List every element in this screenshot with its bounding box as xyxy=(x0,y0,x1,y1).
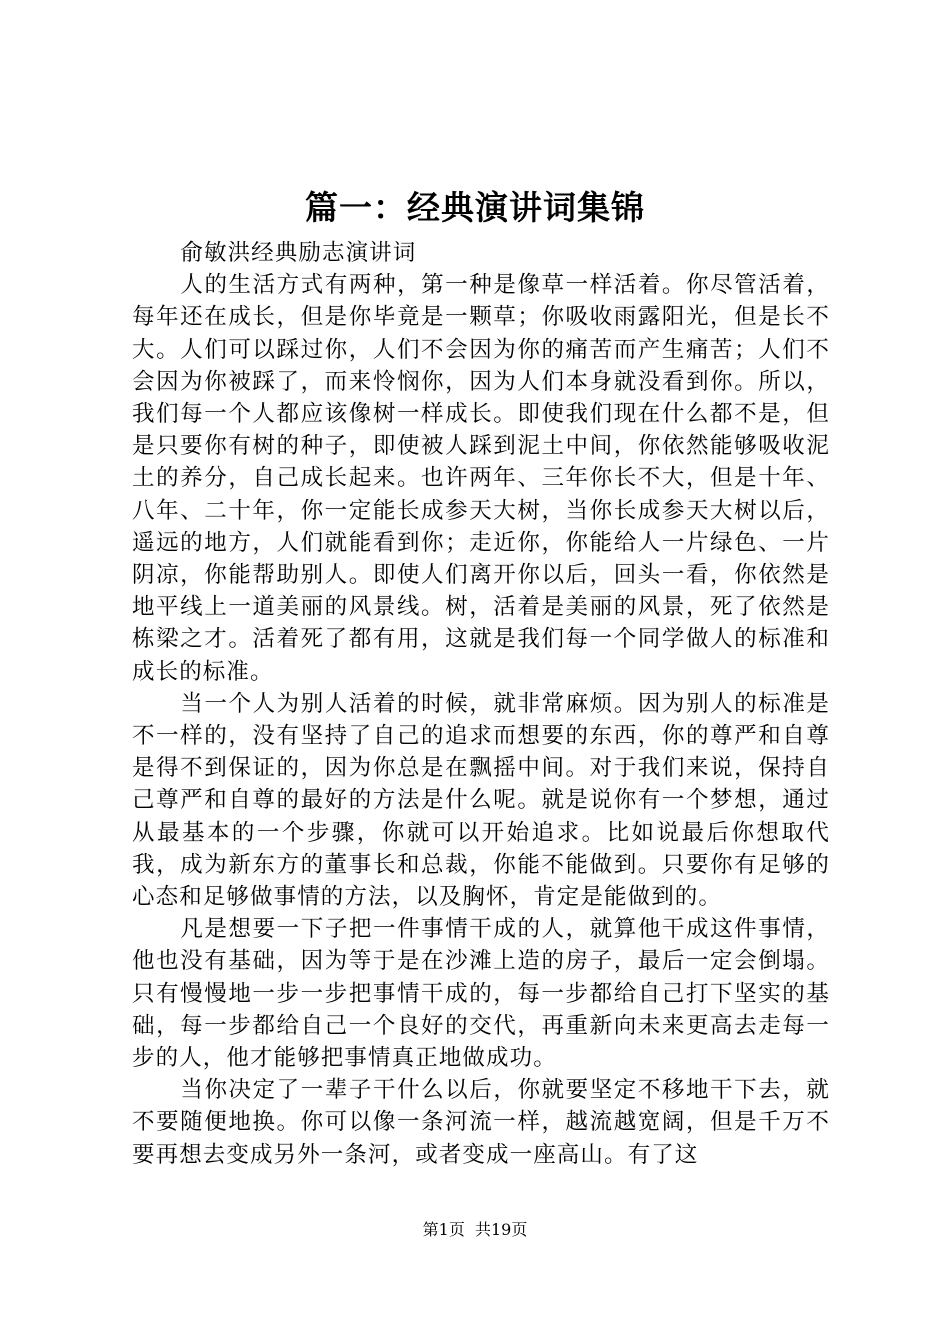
page-footer xyxy=(0,1218,950,1242)
document-body xyxy=(132,237,830,1171)
paragraph: 人的生活方式有两种，第一种是像草一样活着。你尽管活着，每年还在成长，但是你毕竟是一颗草；你吸收雨露阳光，但是长不大。人们可以踩过你，人们不会因为你的痛苦而产生痛苦；人们不会因为你被踩了，而来怜悯你，因为人们本身就没看到你。所以，我们每一个人都应该像树一样成长。即使我们现在什么都不是，但是只要你有树的种子，即使被人踩到泥土中间，你依然能够吸收泥土的养分，自己成长起来。也许两年、三年你长不大，但是十年、八年、二十年，你一定能长成参天大树，当你长成参天大树以后，遥远的地方，人们就能看到你；走近你，你能给人一片绿色、一片阴凉，你能帮助别人。即使人们离开你以后，回头一看，你依然是地平线上一道美丽的风景线。树，活着是美丽的风景，死了依然是栋梁之才。活着死了都有用，这就是我们每一个同学做人的标准和成长的标准。 xyxy=(132,272,830,685)
page-number-label: 第1页 共19页 xyxy=(422,1220,528,1239)
paragraph-subtitle: 俞敏洪经典励志演讲词 xyxy=(180,240,417,266)
document-title: 篇一：经典演讲词集锦 xyxy=(305,188,645,227)
paragraph: 当一个人为别人活着的时候，就非常麻烦。因为别人的标准是不一样的，没有坚持了自己的追求而想要的东西，你的尊严和自尊是得不到保证的，因为你总是在飘摇中间。对于我们来说，保持自己尊严和自尊的最好的方法是什么呢。就是说你有一个梦想，通过从最基本的一个步骤，你就可以开始追求。比如说最后你想取代我，成为新东方的董事长和总裁，你能不能做到。只要你有足够的心态和足够做事情的方法，以及胸怀，肯定是能做到的。 xyxy=(132,690,830,911)
paragraph: 当你决定了一辈子干什么以后，你就要坚定不移地干下去，就不要随便地换。你可以像一条河流一样，越流越宽阔，但是千万不要再想去变成另外一条河，或者变成一座高山。有了这 xyxy=(132,1077,830,1168)
paragraph: 凡是想要一下子把一件事情干成的人，就算他干成这件事情，他也没有基础，因为等于是在沙滩上造的房子，最后一定会倒塌。只有慢慢地一步一步把事情干成的，每一步都给自己打下坚实的基础，每一步都给自己一个良好的交代，再重新向未来更高去走每一步的人，他才能够把事情真正地做成功。 xyxy=(132,916,830,1072)
